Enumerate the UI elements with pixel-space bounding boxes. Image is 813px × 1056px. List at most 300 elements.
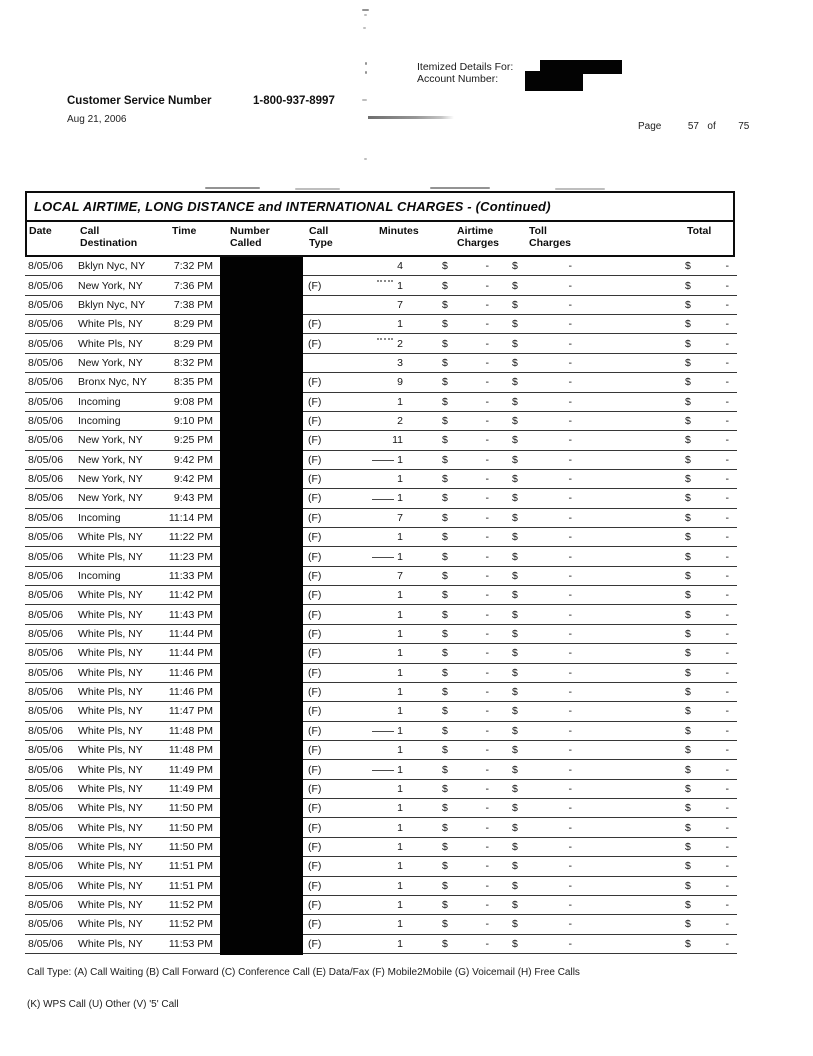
toll-charges-cell — [495, 338, 580, 350]
call-type-cell: (F) — [308, 802, 322, 815]
dollar-sign: $ — [442, 298, 448, 311]
zero-amount-dash: - — [725, 647, 729, 660]
toll-charges-cell — [495, 318, 580, 330]
airtime-charges-cell — [407, 280, 495, 292]
call-record-row — [25, 547, 737, 566]
zero-amount-dash: - — [485, 589, 489, 602]
call-type-cell: (F) — [308, 473, 322, 486]
dollar-sign: $ — [685, 434, 691, 447]
total-cell — [580, 667, 737, 679]
dollar-sign: $ — [442, 589, 448, 602]
zero-amount-dash: - — [725, 840, 729, 853]
call-type-cell: (F) — [308, 666, 322, 679]
zero-amount-dash: - — [568, 802, 572, 815]
call-destination-cell: White Pls, NY — [78, 666, 143, 679]
dollar-sign: $ — [442, 860, 448, 873]
airtime-charges-cell — [407, 764, 495, 776]
dollar-sign: $ — [685, 260, 691, 273]
call-record-row — [25, 896, 737, 915]
call-destination-cell: White Pls, NY — [78, 608, 143, 621]
call-destination-cell: New York, NY — [78, 279, 143, 292]
call-destination-cell: Incoming — [78, 395, 121, 408]
dollar-sign: $ — [685, 589, 691, 602]
dollar-sign: $ — [685, 821, 691, 834]
col-header-airtime-charges: Airtime Charges — [457, 225, 500, 249]
call-time-cell: 8:29 PM — [173, 318, 213, 331]
total-cell — [580, 899, 737, 911]
call-destination-cell: White Pls, NY — [78, 821, 143, 834]
call-type-cell: (F) — [308, 937, 322, 950]
zero-amount-dash: - — [568, 395, 572, 408]
dollar-sign: $ — [685, 705, 691, 718]
call-time-cell: 11:42 PM — [168, 589, 213, 602]
dollar-sign: $ — [512, 473, 518, 486]
zero-amount-dash: - — [568, 260, 572, 273]
call-time-cell: 11:43 PM — [168, 608, 213, 621]
call-time-cell: 11:46 PM — [168, 686, 213, 699]
dollar-sign: $ — [685, 298, 691, 311]
total-cell — [580, 589, 737, 601]
call-record-row — [25, 722, 737, 741]
minutes-cell: 9 — [397, 376, 403, 389]
zero-amount-dash: - — [725, 628, 729, 640]
zero-amount-dash: - — [485, 763, 489, 776]
dollar-sign: $ — [512, 802, 518, 815]
call-destination-cell: White Pls, NY — [78, 899, 143, 912]
minutes-cell: 1 — [397, 899, 403, 912]
call-record-row — [25, 935, 737, 954]
total-cell — [580, 415, 737, 427]
minutes-cell: 7 — [397, 511, 403, 524]
scan-artifact — [368, 116, 454, 119]
total-cell — [580, 609, 737, 621]
dollar-sign: $ — [512, 260, 518, 273]
zero-amount-dash: - — [725, 531, 729, 544]
scan-artifact — [362, 99, 367, 101]
zero-amount-dash: - — [725, 260, 729, 273]
zero-amount-dash: - — [485, 376, 489, 389]
dollar-sign: $ — [442, 647, 448, 660]
total-cell — [580, 473, 737, 485]
call-record-row — [25, 373, 737, 392]
dollar-sign: $ — [442, 899, 448, 912]
zero-amount-dash: - — [568, 937, 572, 950]
zero-amount-dash: - — [485, 686, 489, 699]
call-date-cell: 8/05/06 — [28, 318, 64, 331]
scan-artifact — [364, 158, 367, 160]
total-cell — [580, 570, 737, 582]
zero-amount-dash: - — [485, 628, 489, 640]
airtime-charges-cell — [407, 492, 495, 504]
toll-charges-cell — [495, 260, 580, 272]
call-type-cell: (F) — [308, 376, 322, 389]
toll-charges-cell — [495, 551, 580, 563]
dollar-sign: $ — [512, 608, 518, 621]
minutes-cell: 1 — [397, 918, 403, 931]
dollar-sign: $ — [685, 531, 691, 544]
minutes-cell: 1 — [397, 879, 403, 892]
dollar-sign: $ — [685, 782, 691, 795]
zero-amount-dash: - — [568, 550, 572, 563]
call-date-cell: 8/05/06 — [28, 686, 64, 699]
scan-artifact — [365, 71, 367, 74]
zero-amount-dash: - — [485, 356, 489, 369]
call-date-cell: 8/05/06 — [28, 395, 64, 408]
call-record-row — [25, 702, 737, 721]
dollar-sign: $ — [685, 511, 691, 524]
call-type-cell: (F) — [308, 918, 322, 931]
airtime-charges-cell — [407, 860, 495, 872]
dollar-sign: $ — [685, 686, 691, 699]
toll-charges-cell — [495, 609, 580, 621]
airtime-charges-cell — [407, 880, 495, 892]
total-cell — [580, 822, 737, 834]
total-cell — [580, 492, 737, 504]
call-record-row — [25, 431, 737, 450]
toll-charges-cell — [495, 280, 580, 292]
call-date-cell: 8/05/06 — [28, 337, 64, 350]
call-date-cell: 8/05/06 — [28, 821, 64, 834]
total-cell — [580, 357, 737, 369]
zero-amount-dash: - — [568, 899, 572, 912]
table-title: LOCAL AIRTIME, LONG DISTANCE and INTERNATIONAL CHARGES - (Continued) — [34, 199, 551, 214]
call-type-cell: (F) — [308, 782, 322, 795]
total-cell — [580, 860, 737, 872]
call-record-row — [25, 683, 737, 702]
dollar-sign: $ — [442, 608, 448, 621]
call-date-cell: 8/05/06 — [28, 550, 64, 563]
airtime-charges-cell — [407, 434, 495, 446]
total-cell — [580, 512, 737, 524]
customer-service-number: 1-800-937-8997 — [253, 95, 335, 107]
zero-amount-dash: - — [485, 492, 489, 505]
zero-amount-dash: - — [485, 453, 489, 466]
call-date-cell: 8/05/06 — [28, 473, 64, 486]
toll-charges-cell — [495, 764, 580, 776]
dollar-sign: $ — [685, 879, 691, 892]
call-destination-cell: White Pls, NY — [78, 686, 143, 699]
call-time-cell: 11:44 PM — [168, 628, 213, 640]
scan-artifact — [430, 187, 490, 189]
call-date-cell: 8/05/06 — [28, 434, 64, 447]
call-time-cell: 8:32 PM — [173, 356, 213, 369]
toll-charges-cell — [495, 705, 580, 717]
toll-charges-cell — [495, 938, 580, 950]
dollar-sign: $ — [442, 879, 448, 892]
call-type-cell: (F) — [308, 415, 322, 428]
call-time-cell: 7:36 PM — [173, 279, 213, 292]
scan-artifact — [362, 9, 369, 11]
dollar-sign: $ — [442, 782, 448, 795]
call-destination-cell: White Pls, NY — [78, 782, 143, 795]
dollar-sign: $ — [512, 356, 518, 369]
total-cell — [580, 783, 737, 795]
call-record-row — [25, 509, 737, 528]
airtime-charges-cell — [407, 589, 495, 601]
toll-charges-cell — [495, 860, 580, 872]
total-cell — [580, 338, 737, 350]
minutes-cell: 11 — [392, 434, 403, 447]
zero-amount-dash: - — [485, 279, 489, 292]
minutes-cell: 1 — [397, 589, 403, 602]
minutes-cell: 1 — [397, 744, 403, 757]
itemized-details-label: Itemized Details For: — [417, 61, 514, 73]
call-date-cell: 8/05/06 — [28, 376, 64, 389]
call-record-row — [25, 567, 737, 586]
call-date-cell: 8/05/06 — [28, 608, 64, 621]
total-cell — [580, 841, 737, 853]
minutes-cell: 3 — [397, 356, 403, 369]
call-type-cell: (F) — [308, 318, 322, 331]
dollar-sign: $ — [512, 860, 518, 873]
minutes-cell: 1 — [397, 395, 403, 408]
call-record-row — [25, 393, 737, 412]
call-destination-cell: White Pls, NY — [78, 628, 143, 640]
page-total: 75 — [738, 121, 750, 132]
airtime-charges-cell — [407, 686, 495, 698]
zero-amount-dash: - — [568, 840, 572, 853]
dollar-sign: $ — [442, 415, 448, 428]
dollar-sign: $ — [512, 318, 518, 331]
call-time-cell: 11:49 PM — [168, 782, 213, 795]
call-time-cell: 9:42 PM — [173, 453, 213, 466]
dollar-sign: $ — [685, 763, 691, 776]
toll-charges-cell — [495, 357, 580, 369]
zero-amount-dash: - — [725, 550, 729, 563]
page-of-label: of — [707, 121, 716, 132]
dollar-sign: $ — [442, 918, 448, 931]
zero-amount-dash: - — [485, 434, 489, 447]
call-record-row — [25, 644, 737, 663]
call-type-cell: (F) — [308, 860, 322, 873]
call-record-row — [25, 412, 737, 431]
statement-date: Aug 21, 2006 — [67, 114, 127, 125]
call-destination-cell: Incoming — [78, 569, 121, 582]
airtime-charges-cell — [407, 705, 495, 717]
minutes-cell: 1 — [345, 280, 407, 292]
call-type-cell: (F) — [308, 337, 322, 350]
zero-amount-dash: - — [725, 666, 729, 679]
airtime-charges-cell — [407, 744, 495, 756]
toll-charges-cell — [495, 299, 580, 311]
call-type-cell: (F) — [308, 608, 322, 621]
charges-table-header-box — [25, 191, 735, 257]
call-type-cell: (F) — [308, 840, 322, 853]
total-cell — [580, 434, 737, 446]
dollar-sign: $ — [442, 531, 448, 544]
page-number: 57 — [687, 121, 699, 132]
dollar-sign: $ — [442, 628, 448, 640]
zero-amount-dash: - — [568, 744, 572, 757]
minutes-cell: 1 — [345, 725, 407, 737]
zero-amount-dash: - — [725, 782, 729, 795]
toll-charges-cell — [495, 589, 580, 601]
zero-amount-dash: - — [725, 744, 729, 757]
call-time-cell: 11:22 PM — [168, 531, 213, 544]
zero-amount-dash: - — [568, 318, 572, 331]
zero-amount-dash: - — [568, 434, 572, 447]
dollar-sign: $ — [685, 492, 691, 505]
minutes-cell: 2 — [397, 415, 403, 428]
airtime-charges-cell — [407, 647, 495, 659]
toll-charges-cell — [495, 802, 580, 814]
dollar-sign: $ — [512, 879, 518, 892]
zero-amount-dash: - — [568, 860, 572, 873]
dollar-sign: $ — [685, 937, 691, 950]
call-type-cell: (F) — [308, 434, 322, 447]
zero-amount-dash: - — [568, 531, 572, 544]
zero-amount-dash: - — [725, 937, 729, 950]
zero-amount-dash: - — [485, 550, 489, 563]
dollar-sign: $ — [685, 899, 691, 912]
zero-amount-dash: - — [568, 376, 572, 389]
page-indicator — [638, 116, 749, 134]
dollar-sign: $ — [512, 705, 518, 718]
call-record-row — [25, 296, 737, 315]
call-record-row — [25, 354, 737, 373]
total-cell — [580, 938, 737, 950]
zero-amount-dash: - — [568, 628, 572, 640]
call-destination-cell: White Pls, NY — [78, 531, 143, 544]
dollar-sign: $ — [512, 298, 518, 311]
dollar-sign: $ — [512, 492, 518, 505]
zero-amount-dash: - — [725, 279, 729, 292]
call-destination-cell: White Pls, NY — [78, 318, 143, 331]
dollar-sign: $ — [685, 608, 691, 621]
total-cell — [580, 744, 737, 756]
zero-amount-dash: - — [568, 356, 572, 369]
airtime-charges-cell — [407, 841, 495, 853]
call-time-cell: 11:51 PM — [168, 860, 213, 873]
call-type-cell: (F) — [308, 744, 322, 757]
dollar-sign: $ — [512, 279, 518, 292]
zero-amount-dash: - — [485, 260, 489, 273]
zero-amount-dash: - — [725, 860, 729, 873]
call-destination-cell: White Pls, NY — [78, 937, 143, 950]
call-time-cell: 7:38 PM — [173, 298, 213, 311]
call-date-cell: 8/05/06 — [28, 724, 64, 737]
total-cell — [580, 260, 737, 272]
zero-amount-dash: - — [725, 569, 729, 582]
call-record-row — [25, 315, 737, 334]
zero-amount-dash: - — [485, 318, 489, 331]
call-record-row — [25, 857, 737, 876]
dollar-sign: $ — [442, 337, 448, 350]
dollar-sign: $ — [442, 318, 448, 331]
total-cell — [580, 705, 737, 717]
call-date-cell: 8/05/06 — [28, 879, 64, 892]
minutes-cell: 1 — [397, 531, 403, 544]
minutes-cell: 2 — [345, 338, 407, 350]
airtime-charges-cell — [407, 802, 495, 814]
call-records-table-body — [25, 257, 737, 954]
zero-amount-dash: - — [568, 473, 572, 486]
call-type-cell: (F) — [308, 705, 322, 718]
zero-amount-dash: - — [568, 337, 572, 350]
zero-amount-dash: - — [725, 492, 729, 505]
dollar-sign: $ — [512, 821, 518, 834]
call-record-row — [25, 625, 737, 644]
zero-amount-dash: - — [725, 918, 729, 931]
table-title-row — [27, 193, 733, 222]
redacted-account-number — [525, 71, 583, 91]
call-date-cell: 8/05/06 — [28, 666, 64, 679]
zero-amount-dash: - — [485, 724, 489, 737]
call-type-cell: (F) — [308, 724, 322, 737]
total-cell — [580, 628, 737, 640]
minutes-cell: 1 — [397, 318, 403, 331]
zero-amount-dash: - — [485, 705, 489, 718]
call-date-cell: 8/05/06 — [28, 705, 64, 718]
dollar-sign: $ — [442, 802, 448, 815]
call-time-cell: 9:43 PM — [173, 492, 213, 505]
call-type-cell: (F) — [308, 511, 322, 524]
dollar-sign: $ — [512, 763, 518, 776]
call-time-cell: 11:14 PM — [168, 511, 213, 524]
airtime-charges-cell — [407, 628, 495, 640]
call-date-cell: 8/05/06 — [28, 531, 64, 544]
call-time-cell: 11:47 PM — [168, 705, 213, 718]
total-cell — [580, 376, 737, 388]
zero-amount-dash: - — [725, 763, 729, 776]
toll-charges-cell — [495, 376, 580, 388]
call-time-cell: 8:35 PM — [173, 376, 213, 389]
call-record-row — [25, 257, 737, 276]
call-record-row — [25, 877, 737, 896]
zero-amount-dash: - — [725, 511, 729, 524]
airtime-charges-cell — [407, 531, 495, 543]
call-destination-cell: White Pls, NY — [78, 337, 143, 350]
call-record-row — [25, 528, 737, 547]
zero-amount-dash: - — [485, 608, 489, 621]
toll-charges-cell — [495, 434, 580, 446]
dollar-sign: $ — [685, 744, 691, 757]
airtime-charges-cell — [407, 396, 495, 408]
toll-charges-cell — [495, 841, 580, 853]
scan-artifact — [295, 188, 340, 190]
zero-amount-dash: - — [725, 473, 729, 486]
dollar-sign: $ — [512, 415, 518, 428]
airtime-charges-cell — [407, 299, 495, 311]
dollar-sign: $ — [442, 705, 448, 718]
toll-charges-cell — [495, 454, 580, 466]
toll-charges-cell — [495, 473, 580, 485]
zero-amount-dash: - — [568, 415, 572, 428]
dollar-sign: $ — [442, 744, 448, 757]
dollar-sign: $ — [685, 666, 691, 679]
call-time-cell: 11:50 PM — [168, 802, 213, 815]
total-cell — [580, 764, 737, 776]
call-destination-cell: White Pls, NY — [78, 724, 143, 737]
zero-amount-dash: - — [485, 395, 489, 408]
dollar-sign: $ — [512, 434, 518, 447]
call-record-row — [25, 664, 737, 683]
zero-amount-dash: - — [485, 337, 489, 350]
dollar-sign: $ — [442, 666, 448, 679]
call-date-cell: 8/05/06 — [28, 628, 64, 640]
dollar-sign: $ — [512, 628, 518, 640]
zero-amount-dash: - — [725, 705, 729, 718]
zero-amount-dash: - — [568, 918, 572, 931]
zero-amount-dash: - — [568, 647, 572, 660]
dollar-sign: $ — [512, 453, 518, 466]
toll-charges-cell — [495, 899, 580, 911]
zero-amount-dash: - — [725, 337, 729, 350]
call-destination-cell: White Pls, NY — [78, 879, 143, 892]
call-destination-cell: White Pls, NY — [78, 918, 143, 931]
minutes-cell: 1 — [345, 764, 407, 776]
call-type-cell: (F) — [308, 569, 322, 582]
